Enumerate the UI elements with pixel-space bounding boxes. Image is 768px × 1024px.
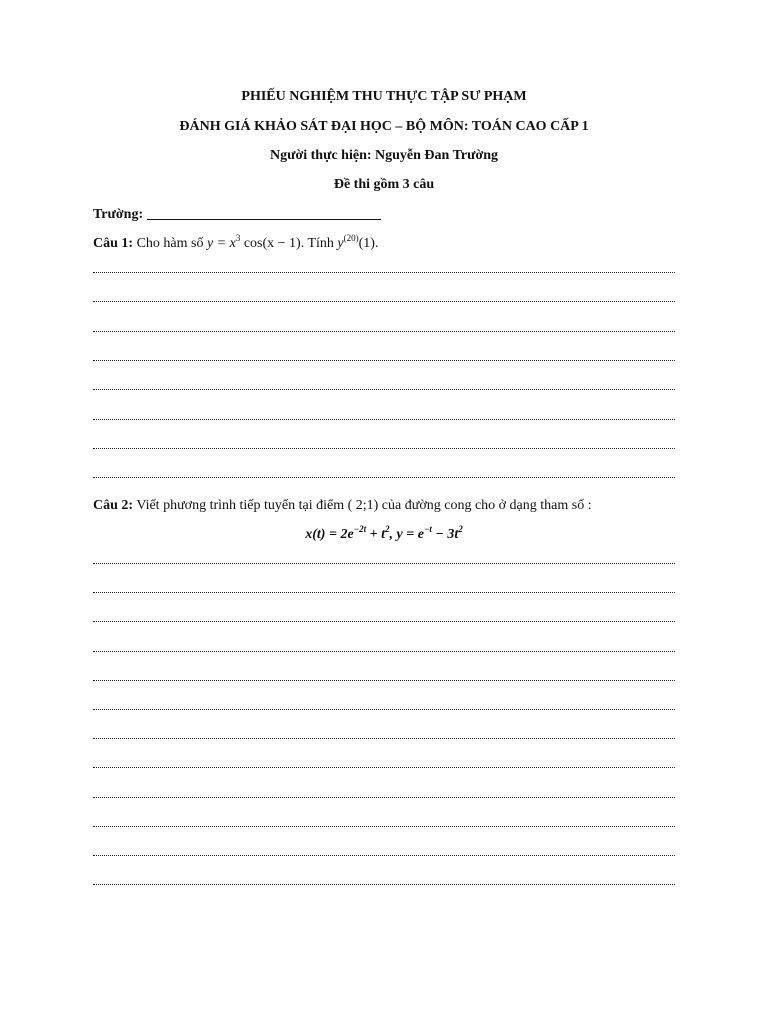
question-2: [93, 497, 592, 515]
eq-exp-d: 2: [458, 524, 463, 534]
eq-exp-b: 2: [385, 524, 390, 534]
answer-line[interactable]: [93, 592, 675, 593]
answer-line[interactable]: [93, 419, 675, 420]
answer-line[interactable]: [93, 477, 675, 478]
answer-line[interactable]: [93, 709, 675, 710]
school-blank[interactable]: [147, 219, 381, 220]
exam-note: Đề thi gồm 3 câu: [333, 177, 435, 192]
answer-line[interactable]: [93, 563, 675, 564]
school-row: [93, 206, 381, 224]
answer-line[interactable]: [93, 855, 675, 856]
question-1: [93, 235, 378, 253]
answer-line[interactable]: [93, 301, 675, 302]
eq-part-c: , y = e: [389, 527, 424, 542]
q2-label: Câu 2:: [93, 498, 134, 513]
q1-text-b: . Tính: [300, 236, 338, 251]
answer-line[interactable]: [93, 272, 675, 273]
q2-equation: [0, 526, 768, 544]
answer-line[interactable]: [93, 884, 675, 885]
answer-line[interactable]: [93, 448, 675, 449]
answer-line[interactable]: [93, 767, 675, 768]
subtitle: ĐÁNH GIÁ KHẢO SÁT ĐẠI HỌC – BỘ MÔN: TOÁN CAO CẤP 1: [179, 119, 589, 134]
q1-text-a: Cho hàm số: [136, 236, 207, 251]
answer-line[interactable]: [93, 826, 675, 827]
q1-math-b: cos(x − 1): [240, 236, 301, 251]
eq-exp-c: −t: [423, 524, 432, 534]
title: PHIẾU NGHIỆM THU THỰC TẬP SƯ PHẠM: [241, 89, 527, 104]
author: Người thực hiện: Nguyễn Đan Trường: [269, 148, 499, 163]
q1-exp-c: (20): [343, 233, 359, 243]
q2-text: Viết phương trình tiếp tuyến tại điểm ( 2;1) của đường cong cho ở dạng tham số :: [136, 498, 592, 513]
answer-line[interactable]: [93, 680, 675, 681]
eq-part-a: x(t) = 2e: [305, 527, 354, 542]
q1-math-a: y = x: [206, 236, 236, 251]
q1-exp-a: 3: [235, 233, 241, 243]
answer-line[interactable]: [93, 621, 675, 622]
answer-line[interactable]: [93, 360, 675, 361]
eq-part-b: + t: [366, 527, 385, 542]
eq-exp-a: −2t: [353, 524, 367, 534]
answer-line[interactable]: [93, 738, 675, 739]
eq-part-d: − 3t: [431, 527, 459, 542]
answer-line[interactable]: [93, 389, 675, 390]
answer-line[interactable]: [93, 797, 675, 798]
q1-math-c: y: [337, 236, 344, 251]
school-label: Trường:: [93, 207, 144, 222]
q1-math-d: (1).: [358, 236, 379, 251]
answer-line[interactable]: [93, 651, 675, 652]
q1-label: Câu 1:: [93, 236, 134, 251]
answer-line[interactable]: [93, 331, 675, 332]
